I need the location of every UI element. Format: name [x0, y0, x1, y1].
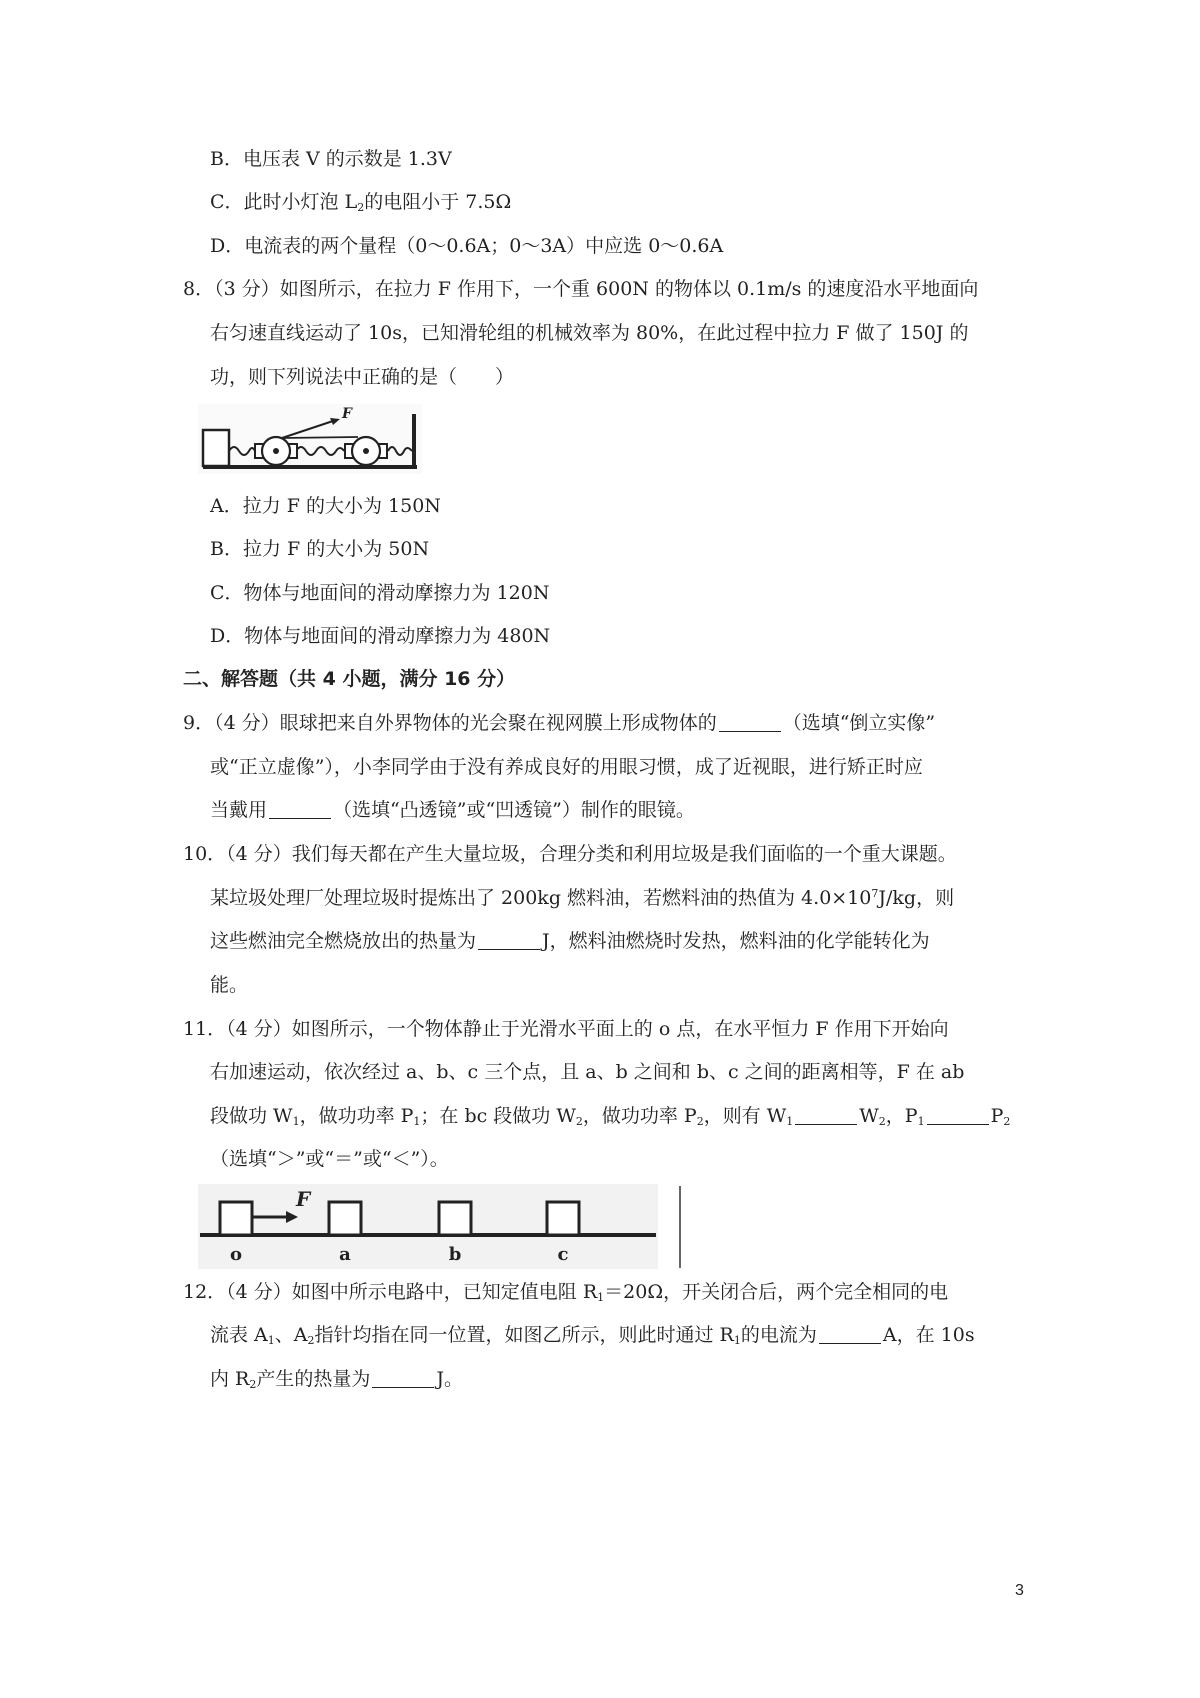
- q8-option-a: A．拉力 F 的大小为 150N: [210, 495, 441, 517]
- q10-line3: 这些燃油完全燃烧放出的热量为 J，燃料油燃烧时发热，燃料油的化学能转化为: [210, 930, 930, 952]
- box-c: [547, 1202, 579, 1235]
- q11-line4: （选填“＞”或“＝”或“＜”）。: [210, 1148, 449, 1170]
- box-o: [220, 1202, 252, 1235]
- section-heading: 二、解答题（共 4 小题，满分 16 分）: [183, 668, 516, 690]
- force-label: F: [296, 1187, 311, 1211]
- q8-option-b: B．拉力 F 的大小为 50N: [210, 538, 430, 560]
- q10-line4: 能。: [210, 974, 249, 996]
- answer-blank[interactable]: [819, 1325, 881, 1344]
- q10-line1: 10．（4 分）我们每天都在产生大量垃圾，合理分类和利用垃圾是我们面临的一个重大课题。: [183, 843, 957, 865]
- q9-line3: 当戴用 （选填“凸透镜”或“凹透镜”）制作的眼镜。: [210, 799, 695, 821]
- q11-line3: 段做功 $W_1$，做功功率 $P_1$；在 bc 段做功 $W_2$，做功功率 $P_2$，则有 $W_1$ $W_2$，$P_1$ $P_2$: [210, 1105, 1011, 1128]
- q7-option-c: C．此时小灯泡 $L_2$的电阻小于 7.5Ω: [210, 191, 512, 214]
- q11-line1: 11．（4 分）如图所示，一个物体静止于光滑水平面上的 o 点，在水平恒力 F 作用下开始向: [183, 1018, 949, 1040]
- box-b: [439, 1202, 471, 1235]
- rope-line: [282, 437, 358, 438]
- q12-line3: 内 $R_2$产生的热量为 J。: [210, 1368, 463, 1391]
- answer-blank[interactable]: [478, 931, 540, 950]
- q8-option-c: C．物体与地面间的滑动摩擦力为 120N: [210, 582, 550, 604]
- pulley-axle-1: [273, 448, 279, 454]
- block-object: [203, 430, 229, 466]
- q7-option-d: D．电流表的两个量程（0～0.6A；0～3A）中应选 0～0.6A: [210, 235, 724, 257]
- q8-option-d: D．物体与地面间的滑动摩擦力为 480N: [210, 625, 551, 647]
- answer-blank[interactable]: [372, 1369, 434, 1388]
- q8-stem-line3: 功，则下列说法中正确的是（ ）: [210, 366, 515, 388]
- answer-blank[interactable]: [795, 1106, 857, 1125]
- answer-blank[interactable]: [927, 1106, 989, 1125]
- answer-blank[interactable]: [269, 800, 331, 819]
- motion-figure: [198, 1184, 688, 1269]
- q8-stem-line2: 右匀速直线运动了 10s，已知滑轮组的机械效率为 80%，在此过程中拉力 F 做了 150J 的: [210, 322, 969, 344]
- answer-blank[interactable]: [719, 713, 781, 732]
- q9-line1: 9．（4 分）眼球把来自外界物体的光会聚在视网膜上形成物体的 （选填“倒立实像”: [183, 712, 936, 734]
- point-label-o: o: [229, 1244, 243, 1265]
- point-label-a: a: [339, 1244, 351, 1265]
- pulley-figure: [198, 404, 422, 474]
- q12-line1: 12．（4 分）如图中所示电路中，已知定值电阻 $R_1=20\Omega$，开关闭合后，两个完全相同的电: [183, 1281, 949, 1304]
- box-a: [329, 1202, 361, 1235]
- q7-option-b: B．电压表 V 的示数是 1.3V: [210, 148, 452, 170]
- pulley-axle-2: [363, 448, 369, 454]
- force-label: F: [342, 406, 352, 422]
- q9-line2: 或“正立虚像”），小李同学由于没有养成良好的用眼习惯，成了近视眼，进行矫正时应: [210, 756, 923, 778]
- point-label-b: b: [448, 1244, 462, 1265]
- point-label-c: c: [557, 1244, 569, 1265]
- q12-line2: 流表 $A_1$、$A_2$指针均指在同一位置，如图乙所示，则此时通过 $R_1$的电流为 A，在 10s: [210, 1324, 975, 1347]
- q11-line2: 右加速运动，依次经过 a、b、c 三个点，且 a、b 之间和 b、c 之间的距离相等，F 在 ab: [210, 1061, 965, 1083]
- q8-stem-line1: 8．（3 分）如图所示，在拉力 F 作用下，一个重 600N 的物体以 0.1m/s 的速度沿水平地面向: [183, 278, 979, 300]
- q10-line2: 某垃圾处理厂处理垃圾时提炼出了 200kg 燃料油，若燃料油的热值为 $4.0\times 10^7J/kg$，则: [210, 887, 955, 909]
- page-number: 3: [1015, 1582, 1024, 1599]
